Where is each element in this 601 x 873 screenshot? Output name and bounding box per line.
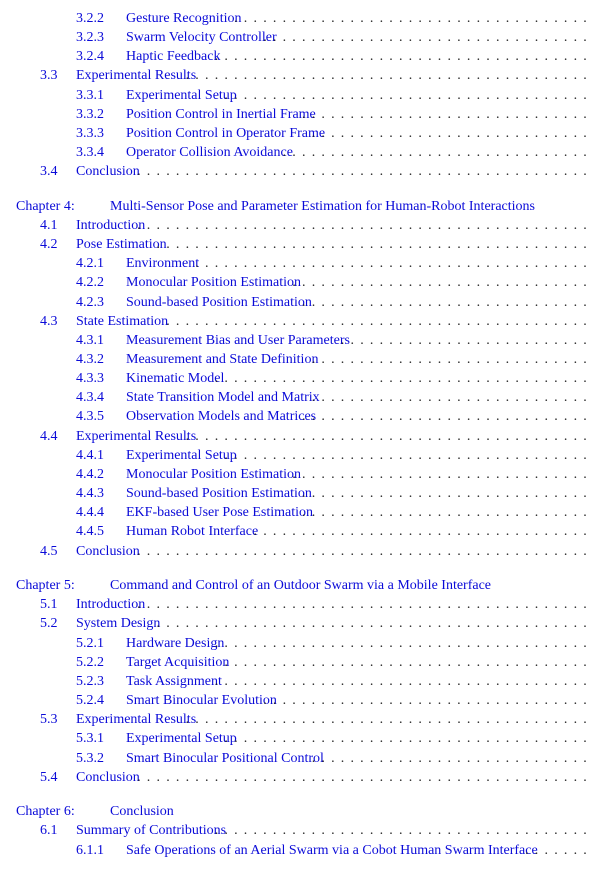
subsection-number[interactable]: 5.2.2 xyxy=(76,655,104,670)
dot-leader: ...................................... xyxy=(224,88,593,103)
subsection-number[interactable]: 3.3.3 xyxy=(76,126,104,141)
subsection-number[interactable]: 4.2.3 xyxy=(76,295,104,310)
toc-subsection-entry[interactable] xyxy=(0,388,601,407)
dot-leader: .......................... xyxy=(340,333,593,348)
subsection-title[interactable]: Smart Binocular Evolution xyxy=(126,693,277,708)
toc-chapter-entry[interactable] xyxy=(0,576,601,595)
subsection-number[interactable]: 4.4.4 xyxy=(76,505,104,520)
toc-section-entry[interactable] xyxy=(0,768,601,787)
toc-chapter-entry[interactable] xyxy=(0,197,601,216)
dot-leader: ................................ xyxy=(282,145,593,160)
subsection-number[interactable]: 4.4.1 xyxy=(76,448,104,463)
subsection-title[interactable]: Swarm Velocity Controller xyxy=(126,30,277,45)
dot-leader: .............................. xyxy=(302,295,593,310)
toc-subsection-entry[interactable] xyxy=(0,28,601,47)
subsection-title[interactable]: Position Control in Inertial Frame xyxy=(126,107,316,122)
dot-leader: ...................................... xyxy=(224,655,593,670)
toc-subsection-entry[interactable] xyxy=(0,86,601,105)
section-title[interactable]: Conclusion xyxy=(76,164,140,179)
toc-section-entry[interactable] xyxy=(0,66,601,85)
toc-subsection-entry[interactable] xyxy=(0,105,601,124)
section-title[interactable]: Conclusion xyxy=(76,544,140,559)
subsection-title[interactable]: Observation Models and Matrices xyxy=(126,409,317,424)
section-number[interactable]: 5.4 xyxy=(40,770,58,785)
section-title[interactable]: Experimental Results xyxy=(76,429,197,444)
section-title[interactable]: State Estimation xyxy=(76,314,169,329)
subsection-number[interactable]: 4.4.5 xyxy=(76,524,104,539)
toc-subsection-entry[interactable] xyxy=(0,634,601,653)
section-number[interactable]: 5.2 xyxy=(40,616,58,631)
dot-leader: ............................. xyxy=(311,751,593,766)
section-title[interactable]: Introduction xyxy=(76,597,146,612)
dot-leader: .............................. xyxy=(302,107,593,122)
toc-subsection-entry[interactable] xyxy=(0,254,601,273)
subsection-number[interactable]: 5.3.1 xyxy=(76,731,104,746)
subsection-title[interactable]: Measurement Bias and User Parameters xyxy=(126,333,350,348)
subsection-title[interactable]: EKF-based User Pose Estimation xyxy=(126,505,314,520)
subsection-title[interactable]: Safe Operations of an Aerial Swarm via a Cobot Human Swarm Interface xyxy=(126,843,538,858)
dot-leader: .......................................... xyxy=(185,68,593,83)
subsection-title[interactable]: Smart Binocular Positional Control xyxy=(126,751,324,766)
section-title[interactable]: System Design xyxy=(76,616,161,631)
subsection-number[interactable]: 6.1.1 xyxy=(76,843,104,858)
toc-subsection-entry[interactable] xyxy=(0,484,601,503)
chapter-label[interactable]: Chapter 5: xyxy=(16,578,75,593)
section-number[interactable]: 4.2 xyxy=(40,237,58,252)
toc-section-entry[interactable] xyxy=(0,216,601,235)
subsection-number[interactable]: 4.3.5 xyxy=(76,409,104,424)
dot-leader: .............................. xyxy=(302,409,593,424)
toc-subsection-entry[interactable] xyxy=(0,749,601,768)
toc-subsection-entry[interactable] xyxy=(0,331,601,350)
subsection-number[interactable]: 3.2.4 xyxy=(76,49,104,64)
section-title[interactable]: Summary of Contributions xyxy=(76,823,227,838)
dot-leader: ............................................ xyxy=(166,314,593,329)
toc-subsection-entry[interactable] xyxy=(0,273,601,292)
toc-chapter-entry[interactable] xyxy=(0,802,601,821)
subsection-title[interactable]: Sound-based Position Estimation xyxy=(126,486,312,501)
dot-leader: ............................................... xyxy=(137,164,593,179)
subsection-title[interactable]: Experimental Setup xyxy=(126,88,237,103)
dot-leader: ..................................... xyxy=(234,11,593,26)
subsection-title[interactable]: Human Robot Interface xyxy=(126,524,259,539)
subsection-title[interactable]: Experimental Setup xyxy=(126,448,237,463)
toc-subsection-entry[interactable] xyxy=(0,522,601,541)
subsection-number[interactable]: 3.2.3 xyxy=(76,30,104,45)
dot-leader: ............................................... xyxy=(137,544,593,559)
subsection-title[interactable]: Environment xyxy=(126,256,200,271)
dot-leader: ............................. xyxy=(311,352,593,367)
section-title[interactable]: Introduction xyxy=(76,218,146,233)
section-title[interactable]: Experimental Results xyxy=(76,712,197,727)
toc-subsection-entry[interactable] xyxy=(0,124,601,143)
subsection-title[interactable]: Position Control in Operator Frame xyxy=(126,126,326,141)
dot-leader: ....................................... xyxy=(214,371,593,386)
toc-subsection-entry[interactable] xyxy=(0,691,601,710)
subsection-title[interactable]: Gesture Recognition xyxy=(126,11,242,26)
dot-leader: ....... xyxy=(525,843,593,858)
section-title[interactable]: Experimental Results xyxy=(76,68,197,83)
chapter-label[interactable]: Chapter 4: xyxy=(16,199,75,214)
subsection-number[interactable]: 4.3.4 xyxy=(76,390,104,405)
dot-leader: ............................................. xyxy=(156,616,593,631)
toc-subsection-entry[interactable] xyxy=(0,293,601,312)
toc-subsection-entry[interactable] xyxy=(0,407,601,426)
subsection-number[interactable]: 4.3.2 xyxy=(76,352,104,367)
dot-leader: ....................................... xyxy=(214,823,593,838)
section-number[interactable]: 3.3 xyxy=(40,68,58,83)
section-title[interactable]: Pose Estimation xyxy=(76,237,167,252)
toc-subsection-entry[interactable] xyxy=(0,9,601,28)
subsection-title[interactable]: Operator Collision Avoidance xyxy=(126,145,293,160)
subsection-title[interactable]: Experimental Setup xyxy=(126,731,237,746)
dot-leader: ............................................... xyxy=(137,597,593,612)
subsection-number[interactable]: 5.2.4 xyxy=(76,693,104,708)
subsection-number[interactable]: 5.2.1 xyxy=(76,636,104,651)
toc-subsection-entry[interactable] xyxy=(0,503,601,522)
dot-leader: ................................... xyxy=(253,524,593,539)
chapter-title[interactable]: Conclusion xyxy=(110,804,174,819)
chapter-title[interactable]: Multi-Sensor Pose and Parameter Estimation for Human-Robot Interactions xyxy=(110,199,535,214)
dot-leader: .................................. xyxy=(263,693,593,708)
toc-subsection-entry[interactable] xyxy=(0,729,601,748)
subsection-title[interactable]: Hardware Design xyxy=(126,636,225,651)
toc-subsection-entry[interactable] xyxy=(0,672,601,691)
subsection-title[interactable]: Haptic Feedback xyxy=(126,49,221,64)
dot-leader: .......................................... xyxy=(185,429,593,444)
dot-leader: ...................................... xyxy=(224,448,593,463)
section-number[interactable]: 4.4 xyxy=(40,429,58,444)
section-number[interactable]: 3.4 xyxy=(40,164,58,179)
subsection-title[interactable]: Measurement and State Definition xyxy=(126,352,319,367)
dot-leader: .................................. xyxy=(263,30,593,45)
subsection-number[interactable]: 4.3.3 xyxy=(76,371,104,386)
dot-leader: ............................... xyxy=(292,275,593,290)
chapter-label[interactable]: Chapter 6: xyxy=(16,804,75,819)
dot-leader: ......................................... xyxy=(195,256,593,271)
toc-section-entry[interactable] xyxy=(0,312,601,331)
toc-section-entry[interactable] xyxy=(0,162,601,181)
dot-leader: ............................................... xyxy=(137,770,593,785)
dot-leader: ....................................... xyxy=(214,636,593,651)
chapter-title[interactable]: Command and Control of an Outdoor Swarm via a Mobile Interface xyxy=(110,578,492,593)
dot-leader: .............................. xyxy=(302,486,593,501)
dot-leader: .............................. xyxy=(302,505,593,520)
subsection-title[interactable]: Monocular Position Estimation xyxy=(126,275,301,290)
dot-leader: ....................................... xyxy=(214,674,593,689)
subsection-number[interactable]: 5.3.2 xyxy=(76,751,104,766)
dot-leader: ....................................... xyxy=(214,49,593,64)
toc-section-entry[interactable] xyxy=(0,821,601,840)
section-number[interactable]: 4.3 xyxy=(40,314,58,329)
dot-leader: ............................... xyxy=(292,467,593,482)
section-number[interactable]: 4.1 xyxy=(40,218,58,233)
toc-subsection-entry[interactable] xyxy=(0,47,601,66)
toc-subsection-entry[interactable] xyxy=(0,143,601,162)
subsection-title[interactable]: Target Acquisition xyxy=(126,655,230,670)
subsection-title[interactable]: Monocular Position Estimation xyxy=(126,467,301,482)
section-number[interactable]: 5.1 xyxy=(40,597,58,612)
dot-leader: ...................................... xyxy=(224,731,593,746)
toc-subsection-entry[interactable] xyxy=(0,446,601,465)
subsection-title[interactable]: Task Assignment xyxy=(126,674,222,689)
subsection-title[interactable]: State Transition Model and Matrix xyxy=(126,390,320,405)
subsection-number[interactable]: 3.2.2 xyxy=(76,11,104,26)
section-number[interactable]: 4.5 xyxy=(40,544,58,559)
toc-section-entry[interactable] xyxy=(0,614,601,633)
subsection-number[interactable]: 3.3.4 xyxy=(76,145,104,160)
dot-leader: .......................................... xyxy=(185,712,593,727)
toc-section-entry[interactable] xyxy=(0,595,601,614)
dot-leader: ............................................. xyxy=(156,237,593,252)
subsection-number[interactable]: 5.2.3 xyxy=(76,674,104,689)
section-number[interactable]: 6.1 xyxy=(40,823,58,838)
section-number[interactable]: 5.3 xyxy=(40,712,58,727)
subsection-number[interactable]: 4.4.3 xyxy=(76,486,104,501)
subsection-number[interactable]: 4.3.1 xyxy=(76,333,104,348)
dot-leader: ............................. xyxy=(311,390,593,405)
toc-subsection-entry[interactable] xyxy=(0,369,601,388)
subsection-number[interactable]: 4.4.2 xyxy=(76,467,104,482)
toc-section-entry[interactable] xyxy=(0,542,601,561)
dot-leader: ............................. xyxy=(311,126,593,141)
subsection-title[interactable]: Kinematic Model xyxy=(126,371,225,386)
subsection-number[interactable]: 4.2.1 xyxy=(76,256,104,271)
toc-subsection-entry[interactable] xyxy=(0,465,601,484)
toc-section-entry[interactable] xyxy=(0,235,601,254)
toc-subsection-entry[interactable] xyxy=(0,841,601,860)
subsection-number[interactable]: 3.3.2 xyxy=(76,107,104,122)
subsection-number[interactable]: 3.3.1 xyxy=(76,88,104,103)
section-title[interactable]: Conclusion xyxy=(76,770,140,785)
toc-section-entry[interactable] xyxy=(0,427,601,446)
toc-section-entry[interactable] xyxy=(0,710,601,729)
toc-subsection-entry[interactable] xyxy=(0,350,601,369)
subsection-title[interactable]: Sound-based Position Estimation xyxy=(126,295,312,310)
dot-leader: ............................................... xyxy=(137,218,593,233)
subsection-number[interactable]: 4.2.2 xyxy=(76,275,104,290)
toc-subsection-entry[interactable] xyxy=(0,653,601,672)
